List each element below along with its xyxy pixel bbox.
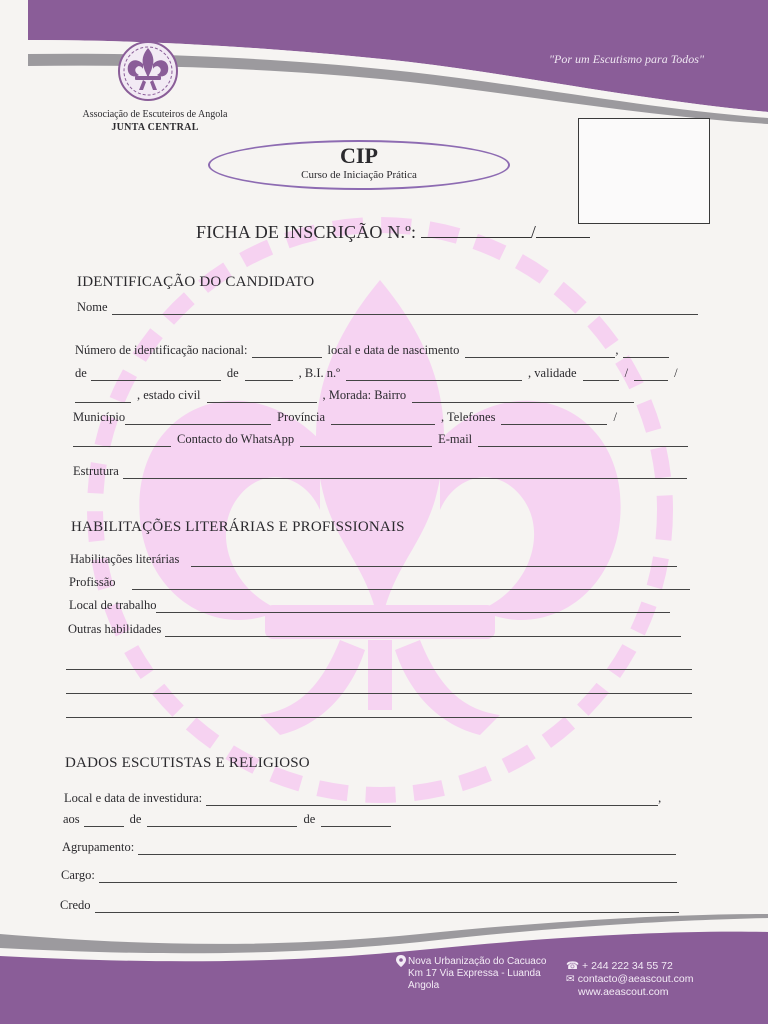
field-bairro[interactable]	[412, 389, 634, 403]
field-habilitacoes-literarias[interactable]	[191, 553, 677, 567]
row-profissao	[69, 575, 690, 590]
label-profissao: Profissão	[69, 575, 116, 589]
organization-line2: JUNTA CENTRAL	[111, 122, 199, 133]
field-local-nascimento[interactable]	[465, 344, 615, 358]
row-local-investidura	[64, 791, 661, 806]
form-number-slash: /	[530, 222, 537, 242]
label-local-trabalho: Local de trabalho	[69, 598, 157, 612]
label-whatsapp: Contacto do WhatsApp	[177, 432, 295, 446]
course-badge	[208, 140, 510, 190]
label-habilitacoes-literarias: Habilitações literárias	[70, 552, 180, 566]
row-de	[75, 366, 684, 381]
label-credo: Credo	[60, 898, 91, 912]
label-local-investidura: Local e data de investidura:	[64, 791, 203, 805]
photo-box	[578, 118, 710, 224]
label-aos: aos	[63, 812, 80, 826]
label-morada: , Morada: Bairro	[322, 388, 407, 402]
location-pin-icon	[396, 955, 406, 967]
footer-phone-row	[566, 960, 693, 973]
field-local-investidura[interactable]	[206, 792, 658, 806]
label-bi: , B.I. n.º	[298, 366, 341, 380]
footer-address-line1: Nova Urbanização do Cacuaco	[408, 956, 547, 967]
label-de-1: de	[75, 366, 87, 380]
label-provincia: Província	[277, 410, 326, 424]
field-local-trabalho[interactable]	[156, 599, 670, 613]
label-de-2: de	[226, 366, 239, 380]
field-provincia[interactable]	[331, 411, 435, 425]
form-number-field[interactable]	[421, 223, 531, 238]
field-profissao[interactable]	[132, 576, 690, 590]
field-validade-dia[interactable]	[583, 367, 619, 381]
field-telefone-2[interactable]	[73, 433, 171, 447]
row-agrupamento	[62, 840, 676, 855]
field-nome[interactable]	[112, 301, 698, 315]
label-local-nascimento: local e data de nascimento	[327, 343, 460, 357]
footer-address-line2: Km 17 Via Expressa - Luanda	[408, 968, 541, 979]
label-validade: , validade	[528, 366, 577, 380]
field-investidura-dia[interactable]	[84, 813, 124, 827]
row-habilitacoes-literarias	[70, 552, 677, 567]
field-municipio[interactable]	[125, 411, 271, 425]
course-subtitle: Curso de Iniciação Prática	[301, 169, 417, 181]
motto: "Por um Escutismo para Todos"	[549, 52, 704, 66]
row-whatsapp	[73, 432, 688, 447]
field-agrupamento[interactable]	[138, 841, 676, 855]
field-outras-habilidades-line-4[interactable]	[66, 716, 692, 718]
row-numero-id	[75, 343, 669, 358]
field-outras-habilidades-line-3[interactable]	[66, 692, 692, 694]
field-estrutura[interactable]	[123, 465, 687, 479]
field-investidura-ano[interactable]	[321, 813, 391, 827]
label-agrupamento: Agrupamento:	[62, 840, 135, 854]
field-numero-id[interactable]	[252, 344, 322, 358]
label-municipio: Município	[73, 410, 126, 424]
footer-address-line3: Angola	[408, 980, 440, 991]
course-title: CIP	[340, 143, 378, 168]
row-estado-civil	[75, 388, 634, 403]
validade-slash-2: /	[674, 366, 678, 380]
label-estado-civil: , estado civil	[137, 388, 201, 402]
footer-email[interactable]: contacto@aeascout.com	[577, 973, 694, 985]
field-outras-habilidades-line-2[interactable]	[66, 668, 692, 670]
field-cargo[interactable]	[99, 869, 677, 883]
phone-icon: ☎	[566, 960, 580, 972]
field-credo[interactable]	[95, 899, 679, 913]
footer-email-row	[566, 973, 693, 986]
section-habilitacoes: HABILITAÇÕES LITERÁRIAS E PROFISSIONAIS	[71, 519, 405, 535]
row-aos	[63, 812, 391, 827]
field-validade-ano[interactable]	[75, 389, 131, 403]
form-year-field[interactable]	[536, 223, 590, 238]
section-identificacao: IDENTIFICAÇÃO DO CANDIDATO	[77, 274, 315, 290]
label-cargo: Cargo:	[61, 868, 95, 882]
row-cargo	[61, 868, 677, 883]
field-whatsapp[interactable]	[300, 433, 432, 447]
comma-1: ,	[615, 343, 619, 357]
form-title-text: FICHA DE INSCRIÇÃO N.º:	[196, 222, 417, 242]
field-outras-habilidades[interactable]	[165, 623, 681, 637]
form-title	[196, 222, 590, 243]
field-email[interactable]	[478, 433, 688, 447]
row-credo	[60, 898, 679, 913]
field-validade-mes[interactable]	[634, 367, 668, 381]
comma-2: ,	[658, 791, 662, 805]
label-nome: Nome	[77, 300, 108, 314]
row-municipio	[73, 410, 623, 425]
row-outras-habilidades	[68, 622, 681, 637]
footer-website[interactable]: www.aeascout.com	[578, 986, 669, 998]
field-telefone-1[interactable]	[501, 411, 607, 425]
label-outras-habilidades: Outras habilidades	[68, 622, 162, 636]
organization-name	[70, 108, 240, 134]
scout-logo-icon	[115, 38, 181, 104]
field-estado-civil[interactable]	[207, 389, 317, 403]
label-telefones: , Telefones	[441, 410, 496, 424]
field-mes-nascimento[interactable]	[91, 367, 221, 381]
footer-contacts	[566, 960, 693, 999]
row-nome	[77, 300, 698, 315]
label-email: E-mail	[438, 432, 473, 446]
label-aos-de-1: de	[129, 812, 142, 826]
row-local-trabalho	[69, 598, 670, 613]
field-bi[interactable]	[346, 367, 522, 381]
mail-icon: ✉	[566, 973, 575, 985]
field-data-nascimento[interactable]	[623, 344, 669, 358]
telefones-slash: /	[613, 410, 617, 424]
label-estrutura: Estrutura	[73, 464, 119, 478]
organization-line1: Associação de Escuteiros de Angola	[82, 109, 228, 120]
row-estrutura	[73, 464, 687, 479]
field-investidura-mes[interactable]	[147, 813, 297, 827]
label-aos-de-2: de	[303, 812, 316, 826]
field-ano-nascimento[interactable]	[245, 367, 293, 381]
footer-address	[408, 956, 546, 992]
section-dados-escutistas: DADOS ESCUTISTAS E RELIGIOSO	[65, 755, 310, 771]
validade-slash-1: /	[624, 366, 629, 380]
label-numero-id: Número de identificação nacional:	[75, 343, 248, 357]
footer-phone: + 244 222 34 55 72	[582, 960, 673, 972]
